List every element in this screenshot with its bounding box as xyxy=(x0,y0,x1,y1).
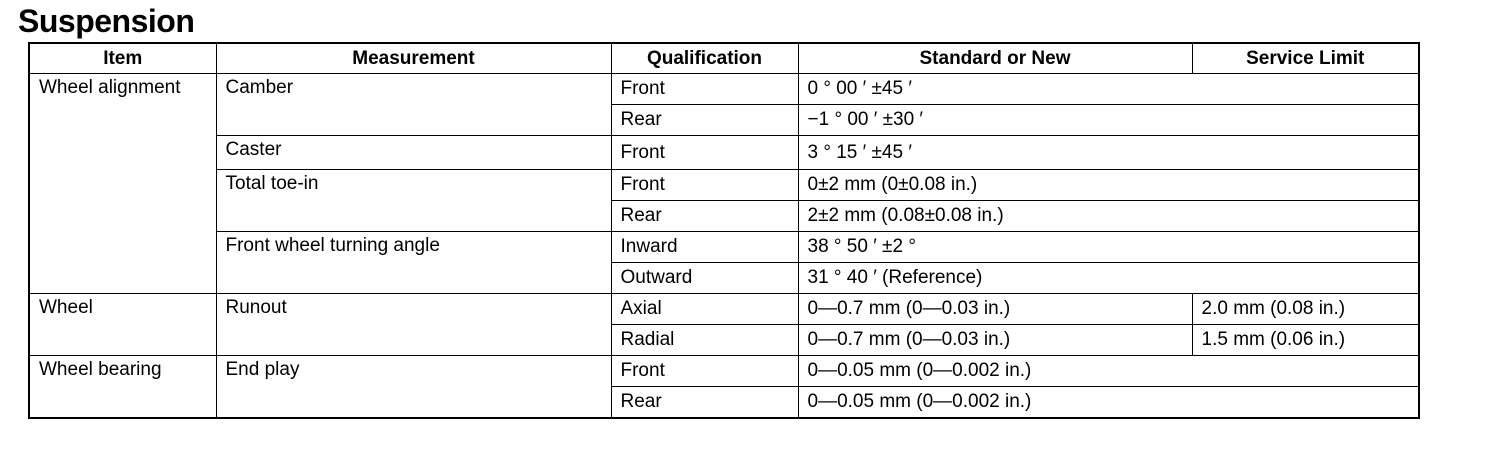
qualification-cell: Front xyxy=(611,74,798,105)
table-row xyxy=(29,356,1419,387)
header-row xyxy=(29,43,1419,74)
measurement-cell: Camber xyxy=(216,74,611,136)
suspension-spec-table xyxy=(28,42,1420,419)
header-standard: Standard or New xyxy=(798,43,1192,74)
item-cell: Wheel alignment xyxy=(29,74,216,294)
item-cell: Wheel bearing xyxy=(29,356,216,419)
standard-cell: 31 ° 40 ′ (Reference) xyxy=(798,263,1419,294)
standard-cell: 2±2 mm (0.08±0.08 in.) xyxy=(798,201,1419,232)
table-row xyxy=(29,170,1419,201)
standard-cell: 0—0.7 mm (0—0.03 in.) xyxy=(798,325,1192,356)
table-row xyxy=(29,136,1419,170)
standard-cell: 0—0.05 mm (0—0.002 in.) xyxy=(798,387,1419,419)
measurement-cell: End play xyxy=(216,356,611,419)
qualification-cell: Rear xyxy=(611,387,798,419)
header-qualification: Qualification xyxy=(611,43,798,74)
qualification-cell: Radial xyxy=(611,325,798,356)
qualification-cell: Outward xyxy=(611,263,798,294)
qualification-cell: Axial xyxy=(611,294,798,325)
standard-cell: 0—0.7 mm (0—0.03 in.) xyxy=(798,294,1192,325)
qualification-cell: Rear xyxy=(611,201,798,232)
table-row xyxy=(29,74,1419,105)
standard-cell: 0±2 mm (0±0.08 in.) xyxy=(798,170,1419,201)
qualification-cell: Rear xyxy=(611,105,798,136)
item-cell: Wheel xyxy=(29,294,216,356)
service-limit-cell: 2.0 mm (0.08 in.) xyxy=(1192,294,1419,325)
qualification-cell: Inward xyxy=(611,232,798,263)
page-title: Suspension xyxy=(18,3,195,39)
measurement-cell: Total toe-in xyxy=(216,170,611,232)
header-measurement: Measurement xyxy=(216,43,611,74)
measurement-cell: Caster xyxy=(216,136,611,170)
service-limit-cell: 1.5 mm (0.06 in.) xyxy=(1192,325,1419,356)
table-row xyxy=(29,294,1419,325)
measurement-cell: Runout xyxy=(216,294,611,356)
standard-cell: 0 ° 00 ′ ±45 ′ xyxy=(798,74,1419,105)
qualification-cell: Front xyxy=(611,356,798,387)
standard-cell: −1 ° 00 ′ ±30 ′ xyxy=(798,105,1419,136)
qualification-cell: Front xyxy=(611,136,798,170)
standard-cell: 0—0.05 mm (0—0.002 in.) xyxy=(798,356,1419,387)
table-row xyxy=(29,232,1419,263)
standard-cell: 38 ° 50 ′ ±2 ° xyxy=(798,232,1419,263)
header-service-limit: Service Limit xyxy=(1192,43,1419,74)
qualification-cell: Front xyxy=(611,170,798,201)
header-item: Item xyxy=(29,43,216,74)
standard-cell: 3 ° 15 ′ ±45 ′ xyxy=(798,136,1419,170)
measurement-cell: Front wheel turning angle xyxy=(216,232,611,294)
